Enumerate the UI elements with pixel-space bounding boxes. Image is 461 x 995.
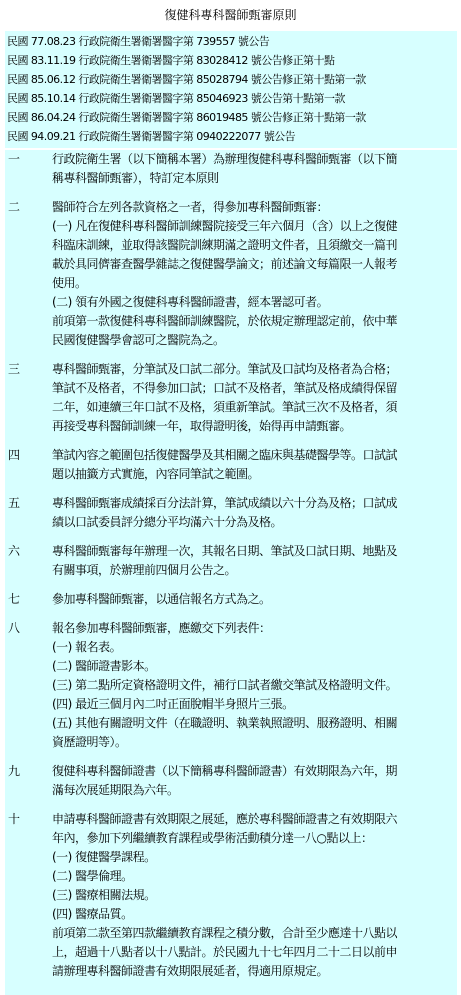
article-number: 十 bbox=[8, 812, 21, 826]
article-item bbox=[5, 542, 457, 590]
article-text bbox=[52, 619, 457, 752]
history-line: 民國 77.08.23 行政院衛生署衛署醫字第 739557 號公告 bbox=[7, 35, 270, 48]
article-line: (二) 醫學倫理。 bbox=[52, 869, 133, 883]
article-number: 八 bbox=[8, 621, 21, 635]
article-line: 醫師符合左列各款資格之一者，得參加專科醫師甄審： bbox=[52, 200, 329, 214]
article-text bbox=[52, 360, 457, 436]
article-line: 前項第一款復健科專科醫師訓練醫院，於依規定辦理認定前，依中華 bbox=[52, 314, 398, 328]
article-text bbox=[52, 762, 457, 800]
article-number: 二 bbox=[8, 200, 21, 214]
article-line: 行政院衛生署（以下簡稱本署）為辦理復健科專科醫師甄審（以下簡 bbox=[52, 152, 398, 166]
article-line: (三) 醫療相關法規。 bbox=[52, 888, 156, 902]
article-line: 專科醫師甄審成績採百分法計算，筆試成績以六十分為及格；口試成 bbox=[52, 496, 398, 510]
article-line: 申請專科醫師證書有效期限之展延，應於專科醫師證書之有效期限六 bbox=[52, 812, 398, 826]
article-line: 參加專科醫師甄審，以通信報名方式為之。 bbox=[52, 592, 271, 606]
article-line: 使用。 bbox=[52, 276, 87, 290]
article-list bbox=[5, 150, 457, 995]
article-text bbox=[52, 590, 457, 609]
article-number: 七 bbox=[8, 592, 21, 606]
article-item bbox=[5, 619, 457, 762]
article-number: 四 bbox=[8, 448, 21, 462]
article-item bbox=[5, 198, 457, 360]
article-line: 上，超過十八點者以十八點計。於民國九十七年四月二十二日以前申 bbox=[52, 945, 398, 959]
article-text bbox=[52, 542, 457, 580]
article-number: 九 bbox=[8, 764, 21, 778]
article-line: 滿每次展延期限為六年。 bbox=[52, 783, 179, 797]
article-number: 五 bbox=[8, 496, 21, 510]
article-line: 二年，如連續三年口試不及格，須重新筆試。筆試三次不及格者，須 bbox=[52, 400, 398, 414]
article-line: 請辦理專科醫師證書有效期限展延者，得適用原規定。 bbox=[52, 964, 329, 978]
article-item bbox=[5, 494, 457, 542]
article-line: (四) 最近三個月內二吋正面脫帽半身照片三張。 bbox=[52, 697, 294, 711]
article-line: 復健科專科醫師證書（以下簡稱專科醫師證書）有效期限為六年，期 bbox=[52, 764, 398, 778]
article-line: (五) 其他有關證明文件（在職證明、執業執照證明、服務證明、相關 bbox=[52, 716, 398, 730]
article-line: (一) 復健醫學課程。 bbox=[52, 850, 156, 864]
article-line: 專科醫師甄審每年辦理一次，其報名日期、筆試及口試日期、地點及 bbox=[52, 544, 398, 558]
article-line: 年內，參加下列繼續教育課程或學術活動積分達一八○點以上： bbox=[52, 831, 373, 845]
history-line: 民國 85.06.12 行政院衛生署衛署醫字第 85028794 號公告修正第十點第一款 bbox=[7, 73, 366, 86]
article-line: 前項第二款至第四款繼續教育課程之積分數，合計至少應達十八點以 bbox=[52, 926, 398, 940]
article-line: (二) 領有外國之復健科專科醫師證書，經本署認可者。 bbox=[52, 295, 329, 309]
article-text bbox=[52, 810, 457, 981]
article-text bbox=[52, 198, 457, 350]
article-line: (三) 第二點所定資格證明文件，補行口試者繳交筆試及格證明文件。 bbox=[52, 678, 398, 692]
amendment-history bbox=[5, 31, 457, 148]
article-line: 題以抽籤方式實施，內容同筆試之範圍。 bbox=[52, 467, 260, 481]
article-text bbox=[52, 494, 457, 532]
page-title: 復健科專科醫師甄審原則 bbox=[164, 8, 297, 22]
article-line: 稱專科醫師甄審），特訂定本原則 bbox=[52, 171, 219, 185]
article-line: (一) 凡在復健科專科醫師訓練醫院接受三年六個月（含）以上之復健 bbox=[52, 219, 398, 233]
article-text bbox=[52, 150, 457, 188]
article-text bbox=[52, 446, 457, 484]
history-line: 民國 83.11.19 行政院衛生署衛署醫字第 83028412 號公告修正第十點 bbox=[7, 54, 335, 67]
article-line: 專科醫師甄審，分筆試及口試二部分。筆試及口試均及格者為合格； bbox=[52, 362, 398, 376]
history-line: 民國 94.09.21 行政院衛生署衛署醫字第 0940222077 號公告 bbox=[7, 130, 296, 143]
article-item bbox=[5, 446, 457, 494]
article-line: (四) 醫療品質。 bbox=[52, 907, 133, 921]
article-line: (一) 報名表。 bbox=[52, 640, 122, 654]
article-line: 民國復健醫學會認可之醫院為之。 bbox=[52, 333, 225, 347]
article-line: 筆試不及格者，不得參加口試；口試不及格者，筆試及格成績得保留 bbox=[52, 381, 398, 395]
article-number: 一 bbox=[8, 152, 21, 166]
article-number: 三 bbox=[8, 362, 21, 376]
article-line: (二) 醫師證書影本。 bbox=[52, 659, 156, 673]
article-item bbox=[5, 590, 457, 619]
article-item bbox=[5, 810, 457, 991]
article-item bbox=[5, 360, 457, 446]
article-line: 績以口試委員評分總分平均滿六十分為及格。 bbox=[52, 515, 283, 529]
article-line: 科臨床訓練，並取得該醫院訓練期滿之證明文件者，且須繳交一篇刊 bbox=[52, 238, 398, 252]
article-line: 載於具同儕審查醫學雜誌之復健醫學論文；前述論文每篇限一人報考 bbox=[52, 257, 398, 271]
article-item bbox=[5, 150, 457, 198]
article-line: 報名參加專科醫師甄審，應繳交下列表件： bbox=[52, 621, 271, 635]
article-line: 筆試內容之範圍包括復健醫學及其相關之臨床與基礎醫學等。口試試 bbox=[52, 448, 398, 462]
article-line: 資歷證明等）。 bbox=[52, 735, 127, 749]
article-number: 六 bbox=[8, 544, 21, 558]
history-line: 民國 86.04.24 行政院衛生署衛署醫字第 86019485 號公告修正第十點第一款 bbox=[7, 111, 366, 124]
article-line: 再接受專科醫師訓練一年，取得證明後，始得再申請甄審。 bbox=[52, 419, 352, 433]
article-line: 有關事項，於辦理前四個月公告之。 bbox=[52, 563, 237, 577]
article-item bbox=[5, 762, 457, 810]
history-line: 民國 85.10.14 行政院衛生署衛署醫字第 85046923 號公告第十點第一款 bbox=[7, 92, 345, 105]
